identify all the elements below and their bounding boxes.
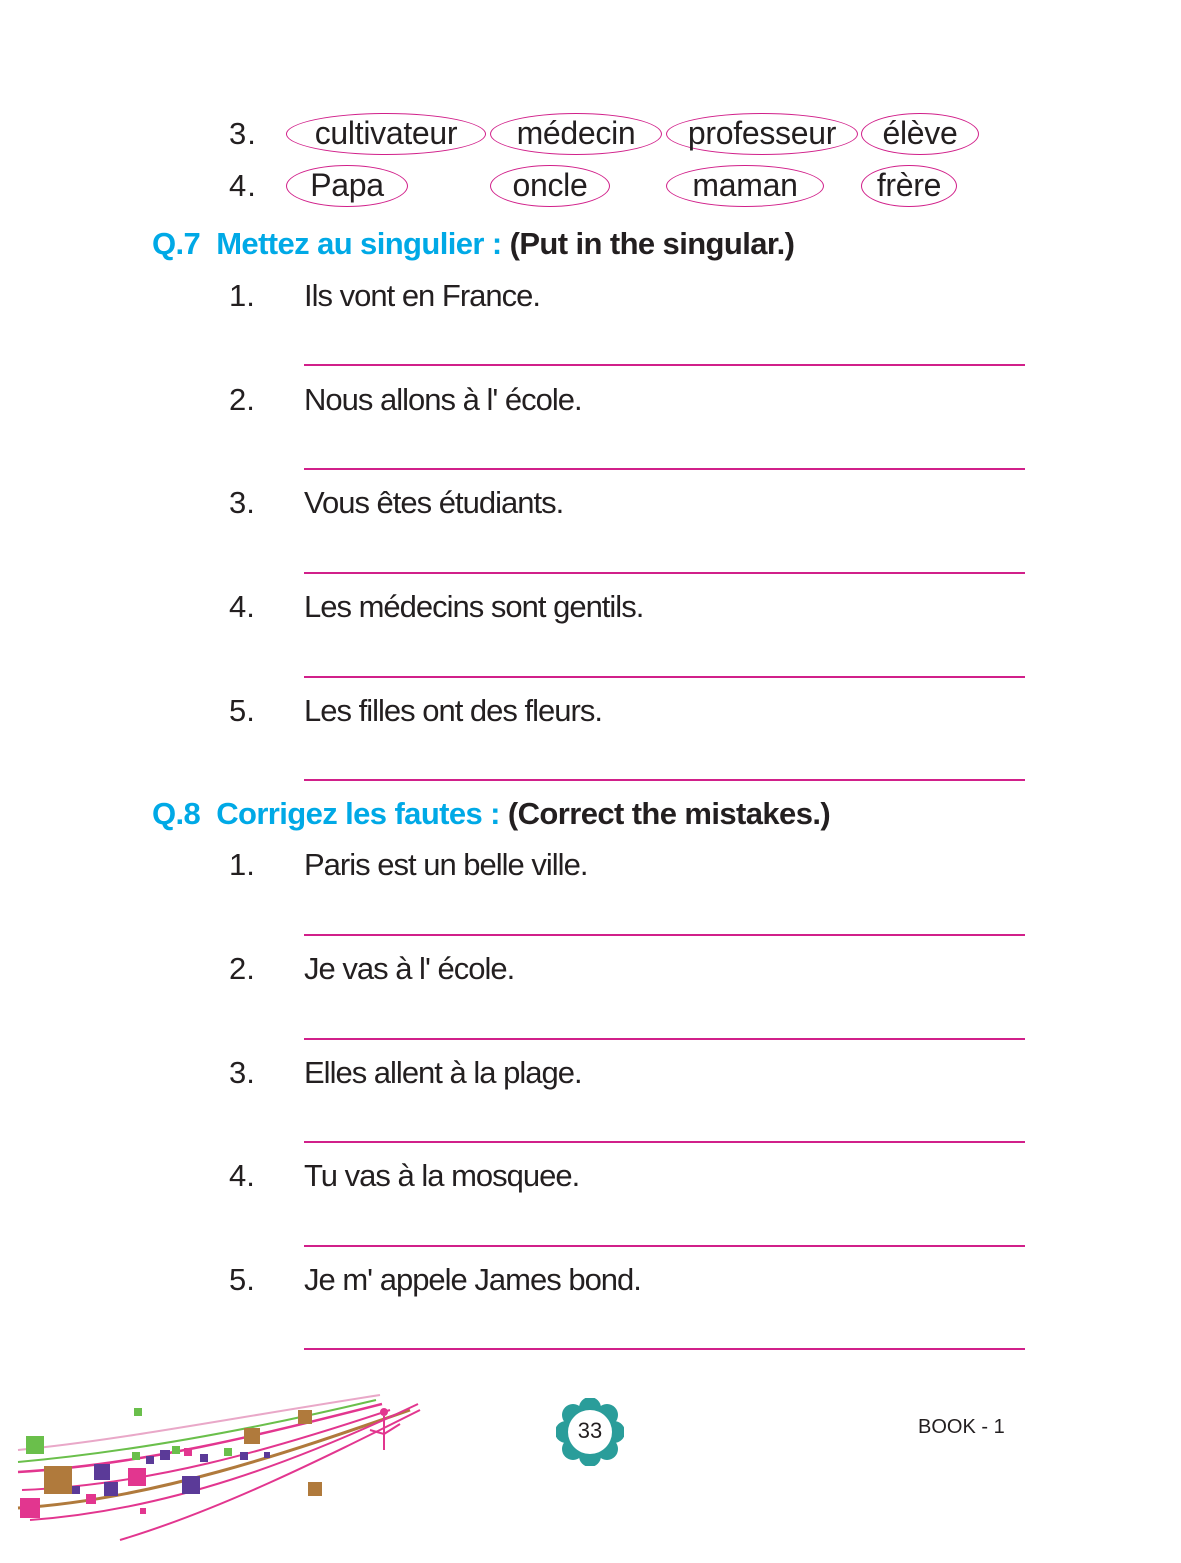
- item-text: Je m' appele James bond.: [304, 1262, 641, 1297]
- item-number: 5.: [229, 693, 255, 728]
- answer-line[interactable]: [304, 572, 1025, 574]
- circled-word: oncle: [490, 165, 610, 207]
- item-number: 5.: [229, 1262, 255, 1297]
- item-text: Elles allent à la plage.: [304, 1055, 582, 1090]
- answer-line[interactable]: [304, 1141, 1025, 1143]
- item-text: Ils vont en France.: [304, 278, 541, 313]
- circled-word: professeur: [666, 113, 858, 155]
- item-text: Tu vas à la mosquee.: [304, 1158, 580, 1193]
- item-number: 1.: [229, 278, 255, 313]
- row-number: 4.: [229, 168, 257, 203]
- answer-line[interactable]: [304, 1348, 1025, 1350]
- book-label: BOOK - 1: [918, 1416, 1005, 1438]
- item-number: 2.: [229, 382, 255, 417]
- item-text: Les médecins sont gentils.: [304, 589, 644, 624]
- instruction-french: Mettez au singulier :: [216, 226, 502, 261]
- circled-word: Papa: [286, 165, 408, 207]
- item-number: 2.: [229, 951, 255, 986]
- instruction-french: Corrigez les fautes :: [216, 796, 500, 831]
- answer-line[interactable]: [304, 364, 1025, 366]
- item-number: 3.: [229, 1055, 255, 1090]
- instruction-english: (Correct the mistakes.): [507, 796, 831, 831]
- answer-line[interactable]: [304, 676, 1025, 678]
- item-text: Paris est un belle ville.: [304, 847, 588, 882]
- item-text: Les filles ont des fleurs.: [304, 693, 602, 728]
- item-number: 4.: [229, 589, 255, 624]
- question-heading-q7: [152, 226, 794, 262]
- answer-line[interactable]: [304, 779, 1025, 781]
- item-text: Je vas à l' école.: [304, 951, 515, 986]
- question-label: Q.7: [152, 226, 201, 261]
- answer-line[interactable]: [304, 934, 1025, 936]
- question-heading-q8: [152, 796, 830, 832]
- answer-line[interactable]: [304, 468, 1025, 470]
- question-label: Q.8: [152, 796, 201, 831]
- circled-word: médecin: [490, 113, 662, 155]
- item-text: Vous êtes étudiants.: [304, 485, 564, 520]
- row-number: 3.: [229, 116, 257, 151]
- circled-word: frère: [861, 165, 957, 207]
- circled-word: cultivateur: [286, 113, 486, 155]
- item-text: Nous allons à l' école.: [304, 382, 582, 417]
- page-number: 33: [577, 1418, 603, 1443]
- circled-word: maman: [666, 165, 824, 207]
- answer-line[interactable]: [304, 1038, 1025, 1040]
- item-number: 4.: [229, 1158, 255, 1193]
- circled-word: élève: [861, 113, 979, 155]
- item-number: 1.: [229, 847, 255, 882]
- answer-line[interactable]: [304, 1245, 1025, 1247]
- item-number: 3.: [229, 485, 255, 520]
- instruction-english: (Put in the singular.): [509, 226, 795, 261]
- ribbon-confetti-decoration-icon: [0, 1390, 430, 1550]
